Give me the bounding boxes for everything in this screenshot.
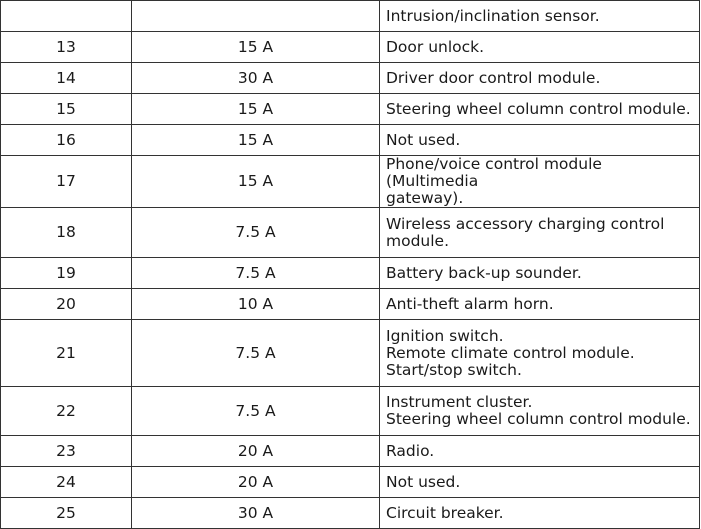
table-row [1, 258, 700, 289]
circuit-description [380, 498, 700, 529]
circuit-description [380, 156, 700, 208]
circuit-description-line: Wireless accessory charging control [386, 214, 665, 233]
table-row [1, 436, 700, 467]
fuse-number: 24 [1, 467, 132, 498]
circuit-description-line: Intrusion/inclination sensor. [386, 6, 600, 25]
fuse-rating [132, 1, 380, 32]
fuse-number: 23 [1, 436, 132, 467]
circuit-description [380, 32, 700, 63]
circuit-description [380, 258, 700, 289]
table-row [1, 289, 700, 320]
fuse-rating: 15 A [132, 32, 380, 63]
fuse-table-body [1, 1, 700, 529]
fuse-rating: 30 A [132, 498, 380, 529]
circuit-description-line: Not used. [386, 472, 461, 491]
circuit-description [380, 387, 700, 436]
fuse-number: 17 [1, 156, 132, 208]
table-row [1, 125, 700, 156]
table-row [1, 498, 700, 529]
fuse-rating: 30 A [132, 63, 380, 94]
circuit-description-line: Start/stop switch. [386, 360, 522, 379]
table-row [1, 208, 700, 258]
circuit-description-line: gateway). [386, 189, 464, 207]
circuit-description [380, 467, 700, 498]
circuit-description-line: Circuit breaker. [386, 503, 504, 522]
fuse-number: 25 [1, 498, 132, 529]
fuse-rating: 7.5 A [132, 258, 380, 289]
fuse-number: 15 [1, 94, 132, 125]
fuse-number: 21 [1, 320, 132, 387]
fuse-rating: 7.5 A [132, 387, 380, 436]
fuse-number: 18 [1, 208, 132, 258]
fuse-number: 19 [1, 258, 132, 289]
fuse-rating: 15 A [132, 125, 380, 156]
circuit-description [380, 1, 700, 32]
circuit-description [380, 436, 700, 467]
circuit-description [380, 208, 700, 258]
table-row [1, 32, 700, 63]
circuit-description [380, 320, 700, 387]
fuse-number: 14 [1, 63, 132, 94]
table-row [1, 320, 700, 387]
circuit-description-line: Radio. [386, 441, 435, 460]
circuit-description-line: Door unlock. [386, 37, 485, 56]
circuit-description [380, 63, 700, 94]
fuse-rating: 20 A [132, 467, 380, 498]
fuse-number: 22 [1, 387, 132, 436]
fuse-rating: 15 A [132, 94, 380, 125]
circuit-description [380, 94, 700, 125]
circuit-description-line: Remote climate control module. [386, 343, 635, 362]
table-row [1, 387, 700, 436]
circuit-description-line: Phone/voice control module (Multimedia [386, 155, 602, 190]
fuse-number [1, 1, 132, 32]
fuse-number: 13 [1, 32, 132, 63]
fuse-rating: 10 A [132, 289, 380, 320]
fuse-rating: 15 A [132, 156, 380, 208]
table-row [1, 156, 700, 208]
circuit-description-line: Instrument cluster. [386, 393, 533, 411]
table-row [1, 1, 700, 32]
circuit-description-line: Battery back-up sounder. [386, 263, 582, 282]
fuse-rating: 7.5 A [132, 208, 380, 258]
circuit-description-line: Not used. [386, 130, 461, 149]
circuit-description-line: Steering wheel column control module. [386, 99, 691, 118]
fuse-rating: 20 A [132, 436, 380, 467]
circuit-description [380, 125, 700, 156]
circuit-description [380, 289, 700, 320]
circuit-description-line: Anti-theft alarm horn. [386, 294, 554, 313]
circuit-description-line: Steering wheel column control module. [386, 410, 691, 428]
table-row [1, 63, 700, 94]
fuse-number: 16 [1, 125, 132, 156]
table-row [1, 467, 700, 498]
circuit-description-line: Ignition switch. [386, 326, 504, 345]
circuit-description-line: module. [386, 231, 450, 250]
fuse-rating: 7.5 A [132, 320, 380, 387]
table-row [1, 94, 700, 125]
fuse-number: 20 [1, 289, 132, 320]
circuit-description-line: Driver door control module. [386, 68, 601, 87]
